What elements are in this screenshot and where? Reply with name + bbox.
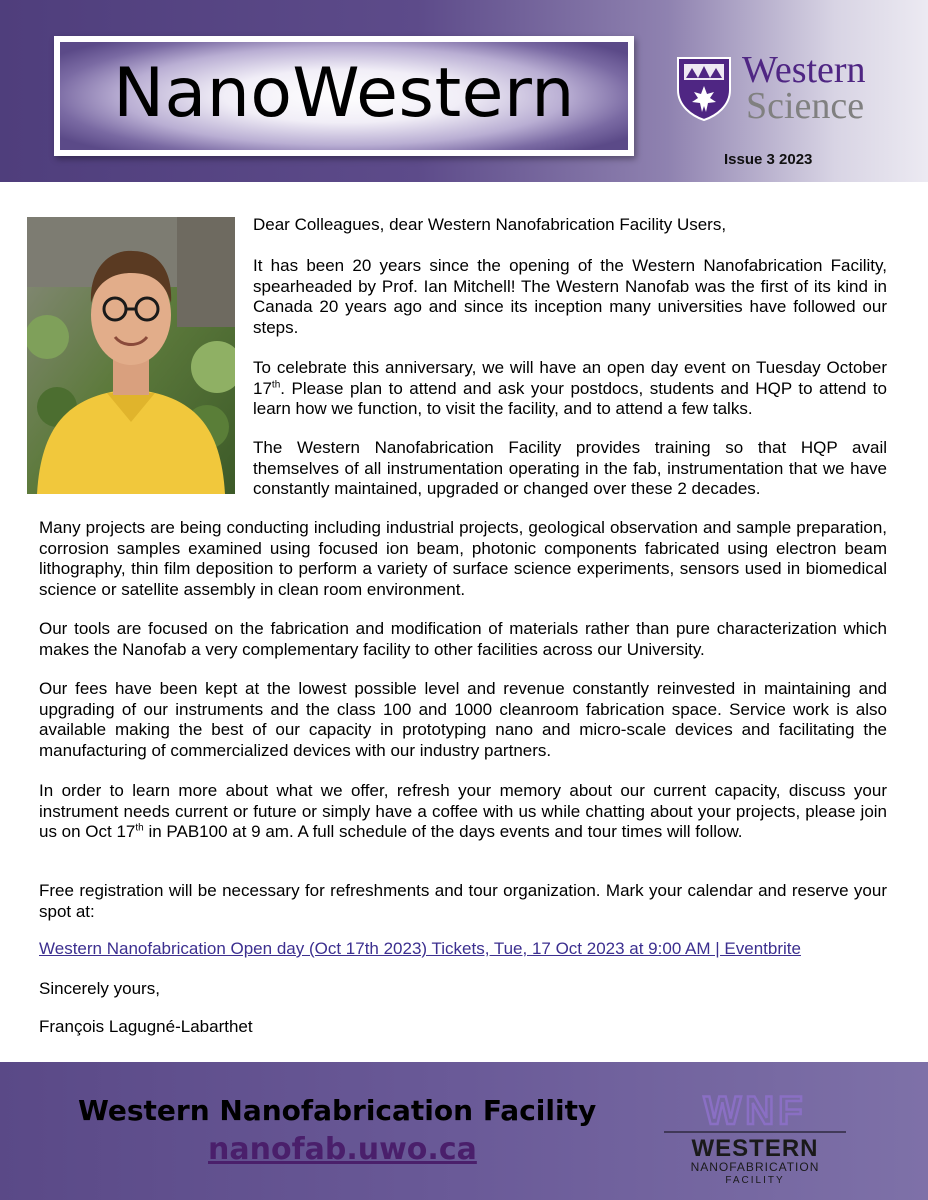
closing-text: Sincerely yours,: [39, 979, 160, 998]
paragraph-projects: Many projects are being conducting including industrial projects, geological observation and sample preparation, corrosion samples examined using focused ion beam, photonic components fabricated using electron beam lithography, thin film deposition to perform a variety of surface science experiments, sensors used in biomedical science or satellite assembly in clean room environment.: [39, 518, 887, 599]
portrait-image: [27, 217, 235, 494]
letter-greeting: Dear Colleagues, dear Western Nanofabrication Facility Users,: [253, 215, 727, 234]
paragraph-invitation: In order to learn more about what we offer, refresh your memory about our current capacity, discuss your instrument needs current or future or simply have a coffee with us while chatting about your projects, please join us on Oct 17th in PAB100 at 9 am. A full schedule of the days events and tour times will follow.: [39, 781, 887, 841]
title-banner: [54, 36, 634, 156]
paragraph-tools: Our tools are focused on the fabrication and modification of materials rather than pure characterization which makes the Nanofab a very complementary facility to other facilities across our University.: [39, 619, 887, 659]
paragraph-open-day: To celebrate this anniversary, we will have an open day event on Tuesday October 17th. Please plan to attend and ask your postdocs, students and HQP to attend to learn how we function, to visit the facility, and to attend a few talks.: [253, 358, 887, 418]
eventbrite-link[interactable]: Western Nanofabrication Open day (Oct 17th 2023) Tickets, Tue, 17 Oct 2023 at 9:00 AM | Eventbrite: [39, 939, 801, 958]
logo-western-text: Western: [742, 49, 866, 91]
facility-url-link[interactable]: nanofab.uwo.ca: [208, 1132, 477, 1167]
svg-text:NANOFABRICATION: NANOFABRICATION: [690, 1160, 820, 1174]
signature-name: François Lagugné-Labarthet: [39, 1017, 253, 1036]
newsletter-header: [0, 0, 928, 182]
paragraph-fees: Our fees have been kept at the lowest possible level and revenue constantly reinvested in maintaining and upgrading of our instruments and the class 100 and 1000 cleanroom fabrication space. Service work is also available making the best of our capacity in prototyping nano and micro-scale devices and facilitating the manufacturing of commercialized devices with our industry partners.: [39, 679, 887, 760]
issue-label: Issue 3 2023: [724, 151, 813, 168]
svg-text:FACILITY: FACILITY: [725, 1175, 785, 1184]
western-shield-icon: [676, 56, 732, 122]
facility-name: Western Nanofabrication Facility: [78, 1094, 597, 1127]
logo-science-text: Science: [746, 85, 865, 127]
newsletter-title: NanoWestern: [113, 53, 575, 133]
svg-text:WNF: WNF: [703, 1089, 807, 1133]
paragraph-training: The Western Nanofabrication Facility provides training so that HQP avail themselves of all instrumentation operating in the fab, instrumentation that we have constantly maintained, upgraded or changed over these 2 decades.: [253, 438, 887, 498]
director-photo: [27, 217, 235, 494]
newsletter-footer: [0, 1062, 928, 1200]
western-science-logo: [676, 49, 901, 132]
paragraph-anniversary: It has been 20 years since the opening of the Western Nanofabrication Facility, spearheaded by Prof. Ian Mitchell! The Western Nanofab was the first of its kind in Canada 20 years ago and since its inception many universities have followed our steps.: [253, 256, 887, 337]
svg-text:WESTERN: WESTERN: [691, 1135, 819, 1162]
paragraph-registration: Free registration will be necessary for refreshments and tour organization. Mark your calendar and reserve your spot at:: [39, 881, 887, 921]
wnf-logo: [660, 1084, 850, 1184]
